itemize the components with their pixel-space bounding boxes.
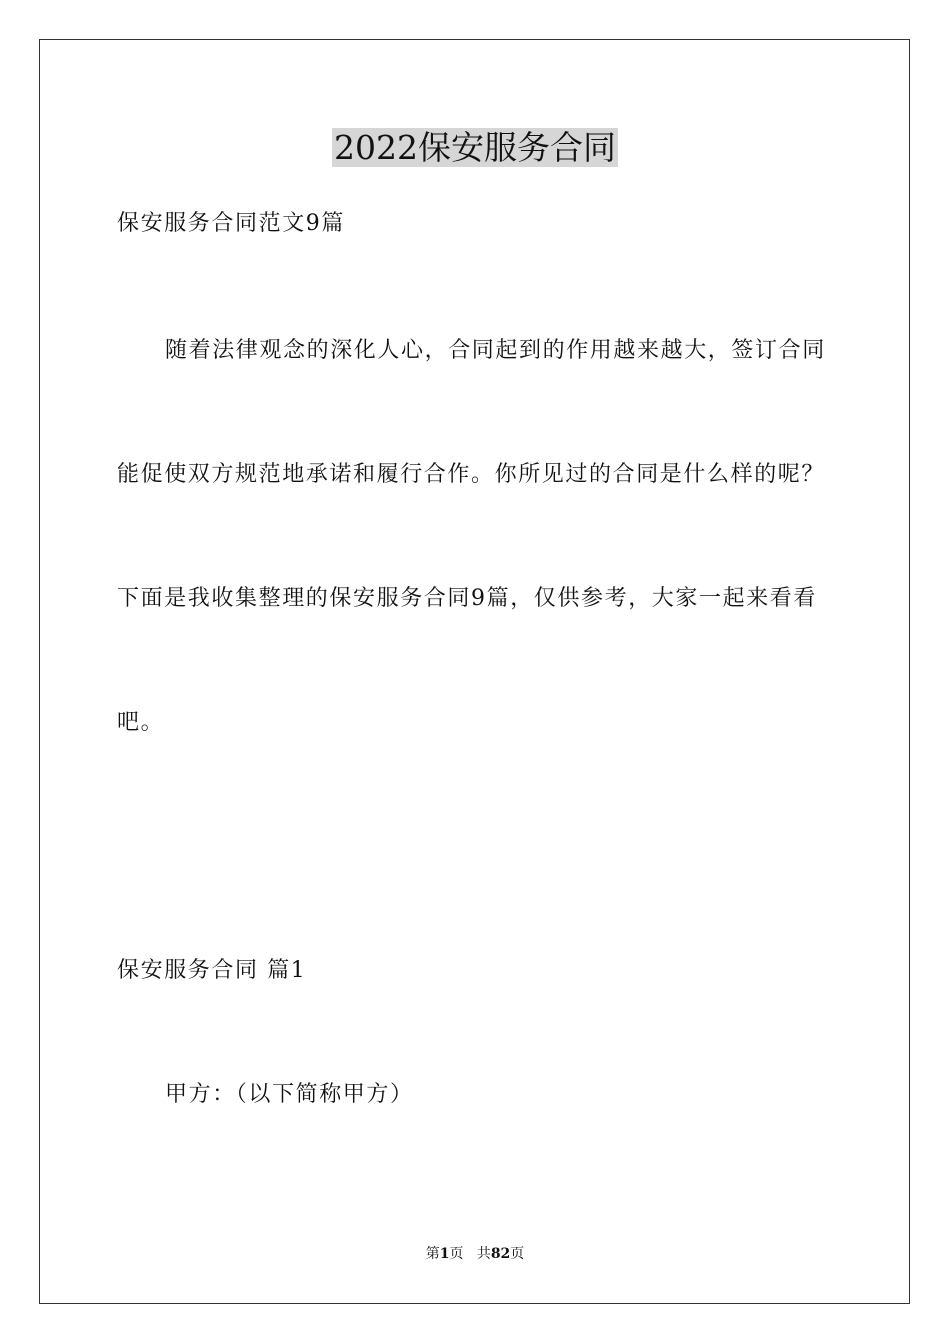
footer-page-prefix: 第 — [425, 1246, 440, 1262]
page-footer — [0, 1244, 950, 1264]
intro-line-1: 随着法律观念的深化人心，合同起到的作用越来越大，签订合同 — [165, 338, 826, 363]
footer-page-suffix: 页 — [449, 1246, 464, 1262]
section-heading: 保安服务合同 篇1 — [117, 958, 307, 983]
intro-line-3: 下面是我收集整理的保安服务合同9篇，仅供参考，大家一起来看看 — [117, 586, 817, 611]
document-title-text: 2022保安服务合同 — [334, 128, 616, 167]
intro-line-2: 能促使双方规范地承诺和履行合作。你所见过的合同是什么样的呢？ — [117, 462, 826, 487]
party-a-line: 甲方：（以下简称甲方） — [165, 1082, 414, 1107]
footer-page-number: 1 — [439, 1246, 450, 1262]
footer-total-suffix: 页 — [510, 1246, 525, 1262]
document-title — [0, 126, 950, 170]
document-subtitle: 保安服务合同范文9篇 — [117, 211, 345, 236]
intro-line-4: 吧。 — [117, 710, 165, 735]
footer-total-pages: 82 — [490, 1246, 511, 1262]
footer-total-prefix: 共 — [476, 1246, 491, 1262]
